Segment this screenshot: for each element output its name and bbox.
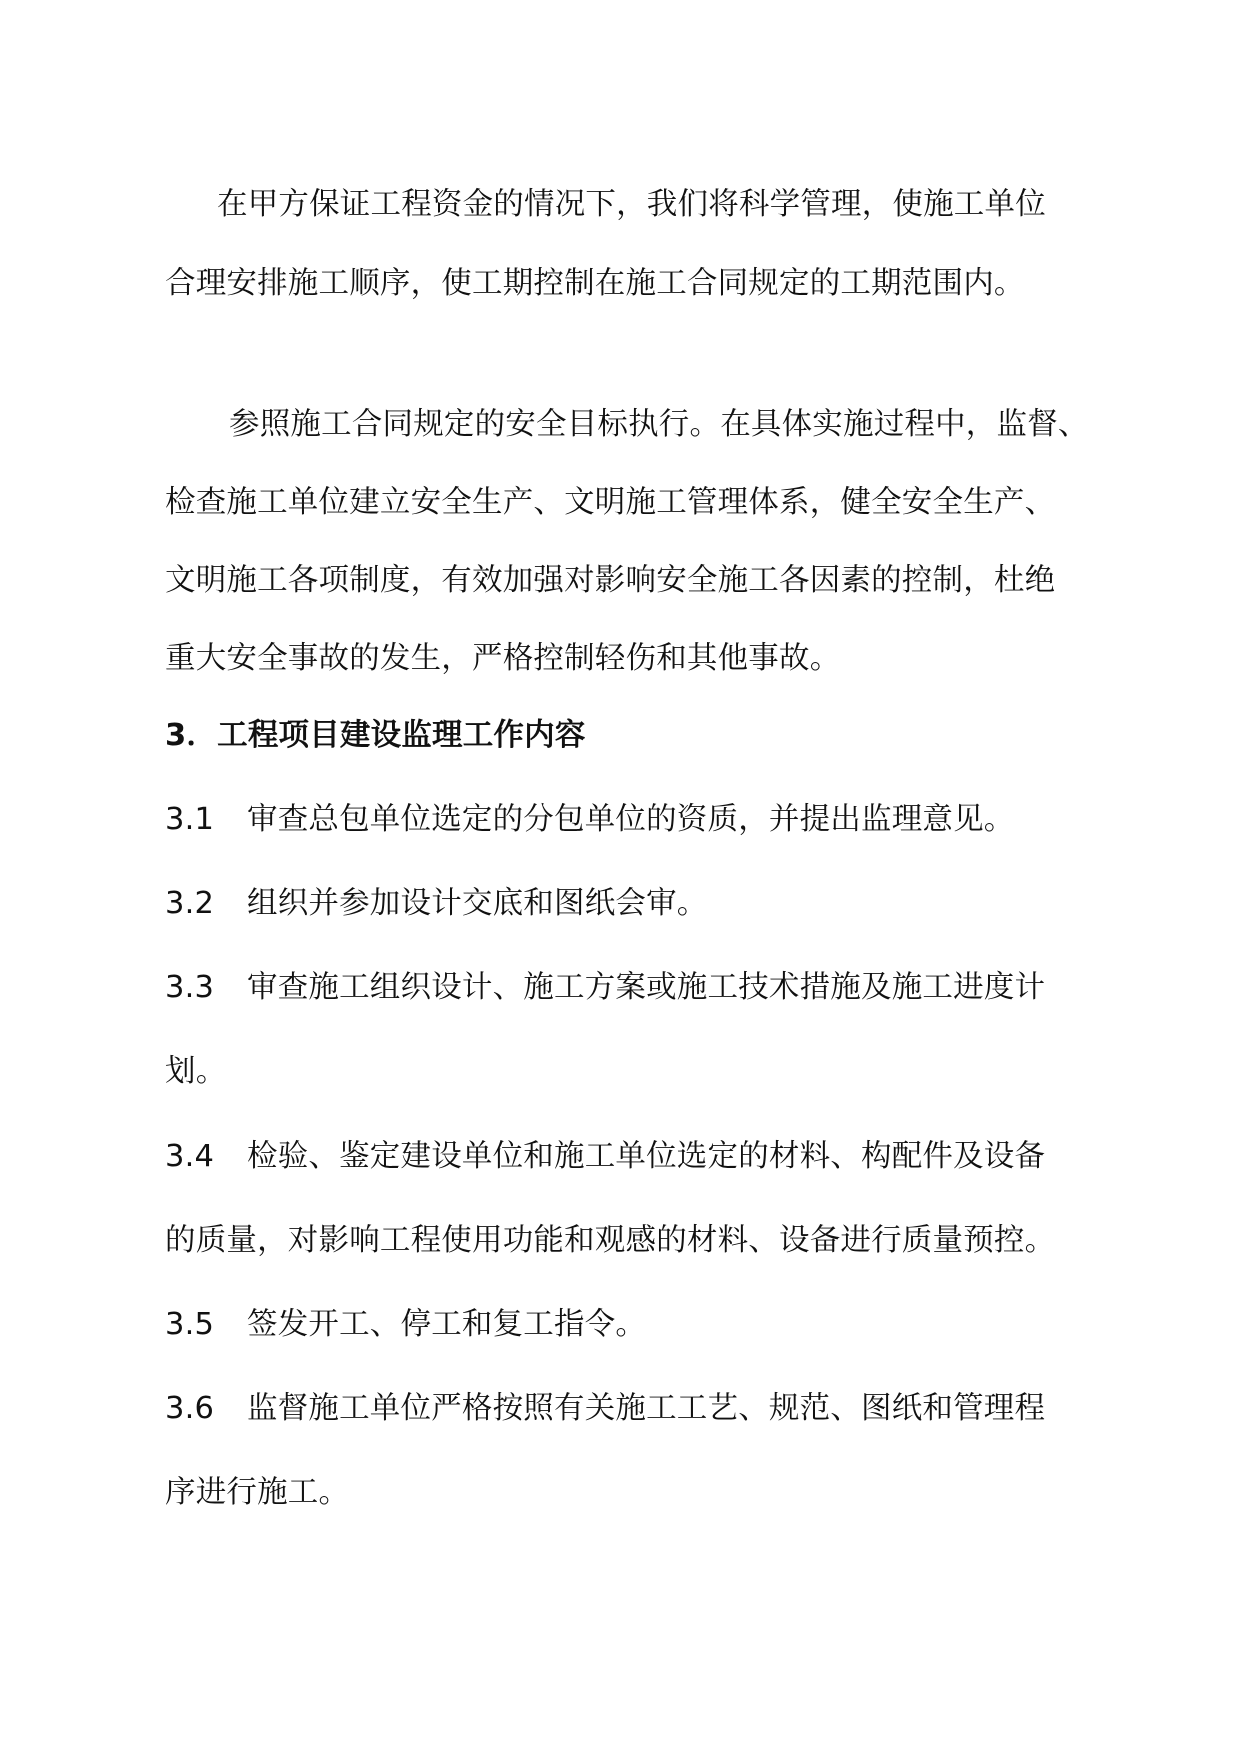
item-text: 审查总包单位选定的分包单位的资质，并提出监理意见。: [247, 802, 1015, 837]
list-item: [165, 1305, 646, 1345]
list-item: [165, 800, 1015, 840]
item-text: 签发开工、停工和复工指令。: [247, 1307, 647, 1342]
item-number: 3.6: [165, 1391, 215, 1426]
paragraph-1-line-1: 在甲方保证工程资金的情况下，我们将科学管理，使施工单位: [217, 187, 1046, 222]
paragraph-2-line-1: 参照施工合同规定的安全目标执行。在具体实施过程中，监督、: [229, 407, 1089, 442]
item-number: 3.2: [165, 886, 215, 921]
list-item: [165, 1389, 1045, 1429]
paragraph-2-line-4: 重大安全事故的发生，严格控制轻伤和其他事故。: [165, 641, 841, 676]
paragraph-2-line-3: 文明施工各项制度，有效加强对影响安全施工各因素的控制，杜绝: [165, 563, 1056, 598]
item-text: 组织并参加设计交底和图纸会审。: [247, 886, 708, 921]
item-number: 3.5: [165, 1307, 215, 1342]
item-number: 3.1: [165, 802, 215, 837]
section-heading: 3．工程项目建设监理工作内容: [165, 718, 586, 753]
item-continuation: 划。: [165, 1054, 227, 1089]
item-continuation: 序进行施工。: [165, 1475, 350, 1510]
item-text: 检验、鉴定建设单位和施工单位选定的材料、构配件及设备: [247, 1139, 1046, 1174]
item-text: 审查施工组织设计、施工方案或施工技术措施及施工进度计: [247, 970, 1046, 1005]
item-continuation: 的质量，对影响工程使用功能和观感的材料、设备进行质量预控。: [165, 1223, 1056, 1258]
list-item: [165, 884, 708, 924]
paragraph-1-line-2: 合理安排施工顺序，使工期控制在施工合同规定的工期范围内。: [165, 266, 1025, 301]
item-number: 3.3: [165, 970, 215, 1005]
item-number: 3.4: [165, 1139, 215, 1174]
list-item: [165, 968, 1045, 1008]
paragraph-2-line-2: 检查施工单位建立安全生产、文明施工管理体系，健全安全生产、: [165, 485, 1056, 520]
list-item: [165, 1137, 1045, 1177]
item-text: 监督施工单位严格按照有关施工工艺、规范、图纸和管理程: [247, 1391, 1046, 1426]
